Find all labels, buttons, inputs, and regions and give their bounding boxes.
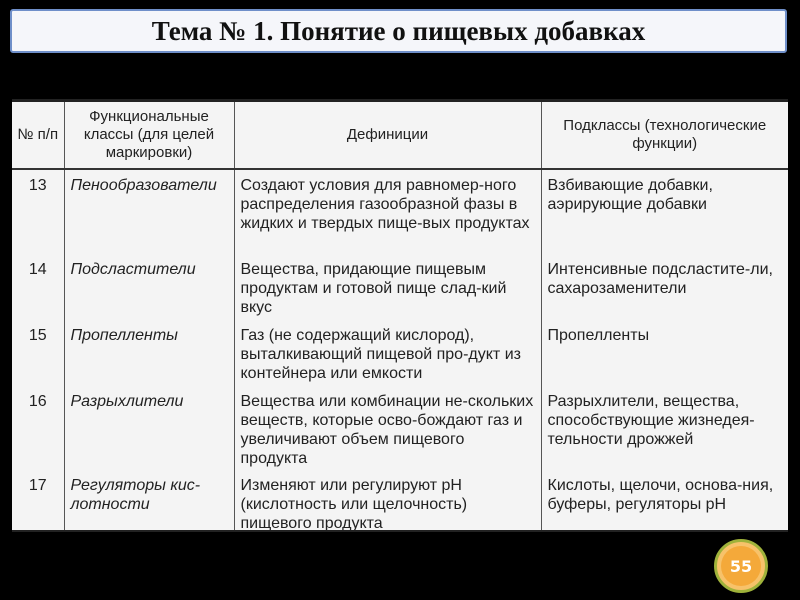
table-row xyxy=(12,473,788,532)
row-subclasses: Кислоты, щелочи, основа-ния, буферы, регуляторы pH xyxy=(541,473,788,532)
document-scan xyxy=(12,99,788,532)
row-definition: Вещества или комбинации не-скольких веществ, которые осво-бождают газ и увеличивают объем пищевого продукта xyxy=(234,389,541,473)
row-class: Пропелленты xyxy=(64,323,234,389)
row-class: Разрыхлители xyxy=(64,389,234,473)
slide-title: Тема № 1. Понятие о пищевых добавках xyxy=(151,16,646,46)
header-definition: Дефиниции xyxy=(234,102,541,169)
row-definition: Газ (не содержащий кислород), выталкивающий пищевой про-дукт из контейнера или емкости xyxy=(234,323,541,389)
header-number: № п/п xyxy=(12,102,64,169)
row-class: Регуляторы кис-лотности xyxy=(64,473,234,532)
table-header-row xyxy=(12,102,788,169)
row-subclasses: Интенсивные подсластите-ли, сахарозаменители xyxy=(541,257,788,323)
row-definition: Вещества, придающие пищевым продуктам и готовой пище слад-кий вкус xyxy=(234,257,541,323)
row-number: 16 xyxy=(28,393,47,410)
row-definition: Изменяют или регулируют pH (кислотность или щелочность) пищевого продукта xyxy=(234,473,541,532)
additives-table xyxy=(12,102,788,532)
table-row xyxy=(12,389,788,473)
table-row xyxy=(12,257,788,323)
row-number: 13 xyxy=(28,177,47,194)
slide-title-bar xyxy=(10,9,787,53)
page-number-badge xyxy=(714,539,768,593)
row-class: Подсластители xyxy=(64,257,234,323)
row-number: 15 xyxy=(28,327,47,344)
header-class: Функциональные классы (для целей маркировки) xyxy=(64,102,234,169)
table-row xyxy=(12,169,788,257)
table-row xyxy=(12,323,788,389)
header-subclasses: Подклассы (технологические функции) xyxy=(541,102,788,169)
page-number: 55 xyxy=(721,546,761,586)
row-number: 14 xyxy=(28,261,47,278)
row-number: 17 xyxy=(28,477,47,494)
row-subclasses: Пропелленты xyxy=(541,323,788,389)
row-class: Пенообразователи xyxy=(64,169,234,257)
row-subclasses: Разрыхлители, вещества, способствующие жизнедея-тельности дрожжей xyxy=(541,389,788,473)
row-definition: Создают условия для равномер-ного распределения газообразной фазы в жидких и твердых пище-вых продуктах xyxy=(234,169,541,257)
row-subclasses: Взбивающие добавки, аэрирующие добавки xyxy=(541,169,788,257)
